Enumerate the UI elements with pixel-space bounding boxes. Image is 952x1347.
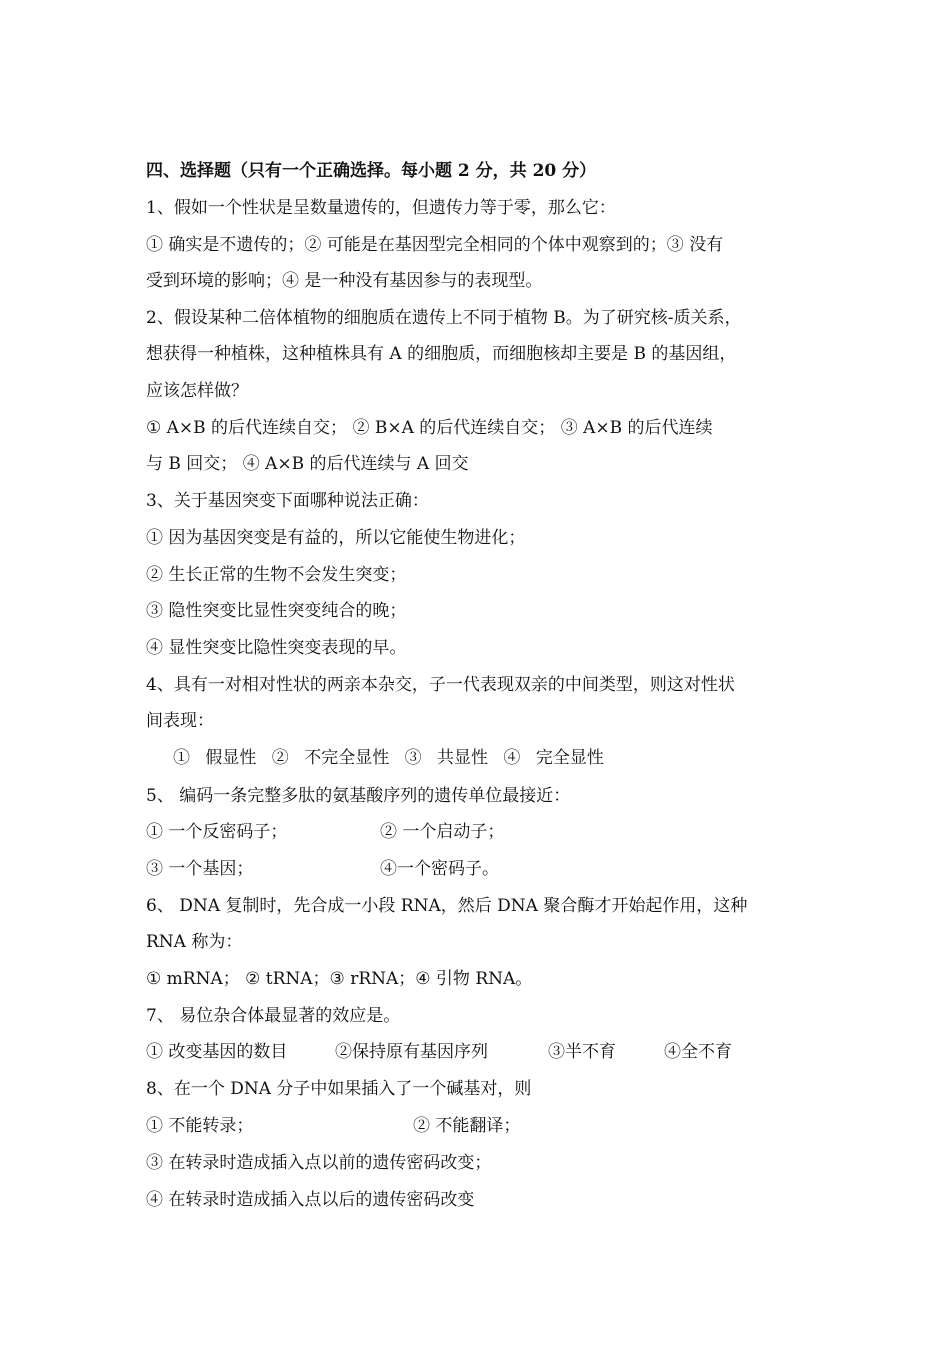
question-8-option-4: ④ 在转录时造成插入点以后的遗传密码改变 <box>146 1190 475 1210</box>
question-3-option-4: ④ 显性突变比隐性突变表现的早。 <box>146 638 407 658</box>
question-3-option-2: ② 生长正常的生物不会发生突变； <box>146 565 407 585</box>
question-8-stem: 8、在一个 DNA 分子中如果插入了一个碱基对，则 <box>146 1079 532 1099</box>
question-8-option-3: ③ 在转录时造成插入点以前的遗传密码改变； <box>146 1153 492 1173</box>
question-1-stem: 1、假如一个性状是呈数量遗传的，但遗传力等于零，那么它： <box>146 198 616 218</box>
question-6-stem: 6、 DNA 复制时，先合成一小段 RNA，然后 DNA 聚合酶才开始起作用，这种 <box>146 896 748 916</box>
question-3-option-1: ① 因为基因突变是有益的，所以它能使生物进化； <box>146 528 526 548</box>
question-2-stem-cont2: 应该怎样做？ <box>146 381 248 401</box>
question-5-option-4: ④一个密码子。 <box>380 859 499 879</box>
question-3-stem: 3、关于基因突变下面哪种说法正确： <box>146 491 429 511</box>
question-1-options-cont: 受到环境的影响；④ 是一种没有基因参与的表现型。 <box>146 271 543 291</box>
question-7-stem: 7、 易位杂合体最显著的效应是。 <box>146 1006 401 1026</box>
question-5-option-1: ① 一个反密码子； <box>146 822 288 842</box>
question-2-options-cont: 与 B 回交； ④ A×B 的后代连续与 A 回交 <box>146 454 469 474</box>
question-5-stem: 5、 编码一条完整多肽的氨基酸序列的遗传单位最接近： <box>146 786 571 806</box>
question-8-option-2: ② 不能翻译； <box>413 1116 521 1136</box>
question-7-option-2: ②保持原有基因序列 <box>335 1042 488 1062</box>
question-2-stem: 2、假设某种二倍体植物的细胞质在遗传上不同于植物 B。为了研究核-质关系， <box>146 308 742 328</box>
question-3-option-3: ③ 隐性突变比显性突变纯合的晚； <box>146 601 407 621</box>
question-6-stem-cont: RNA 称为： <box>146 932 243 952</box>
question-7-option-1: ① 改变基因的数目 <box>146 1042 288 1062</box>
question-2-stem-cont: 想获得一种植株，这种植株具有 A 的细胞质，而细胞核却主要是 B 的基因组， <box>146 344 737 364</box>
question-2-options: ① A×B 的后代连续自交； ② B×A 的后代连续自交； ③ A×B 的后代连续 <box>146 418 713 438</box>
question-5-option-2: ② 一个启动子； <box>380 822 505 842</box>
question-8-option-1: ① 不能转录； <box>146 1116 254 1136</box>
question-1-options: ① 确实是不遗传的；② 可能是在基因型完全相同的个体中观察到的；③ 没有 <box>146 235 724 255</box>
question-4-stem: 4、具有一对相对性状的两亲本杂交，子一代表现双亲的中间类型，则这对性状 <box>146 675 735 695</box>
question-4-options: ① 假显性 ② 不完全显性 ③ 共显性 ④ 完全显性 <box>173 748 604 768</box>
question-7-option-3: ③半不育 <box>548 1042 616 1062</box>
question-6-options: ① mRNA； ② tRNA；③ rRNA；④ 引物 RNA。 <box>146 969 533 989</box>
question-7-option-4: ④全不育 <box>664 1042 732 1062</box>
question-5-option-3: ③ 一个基因； <box>146 859 254 879</box>
section-title: 四、选择题（只有一个正确选择。每小题 2 分，共 20 分） <box>146 161 597 181</box>
question-4-stem-cont: 间表现： <box>146 711 214 731</box>
